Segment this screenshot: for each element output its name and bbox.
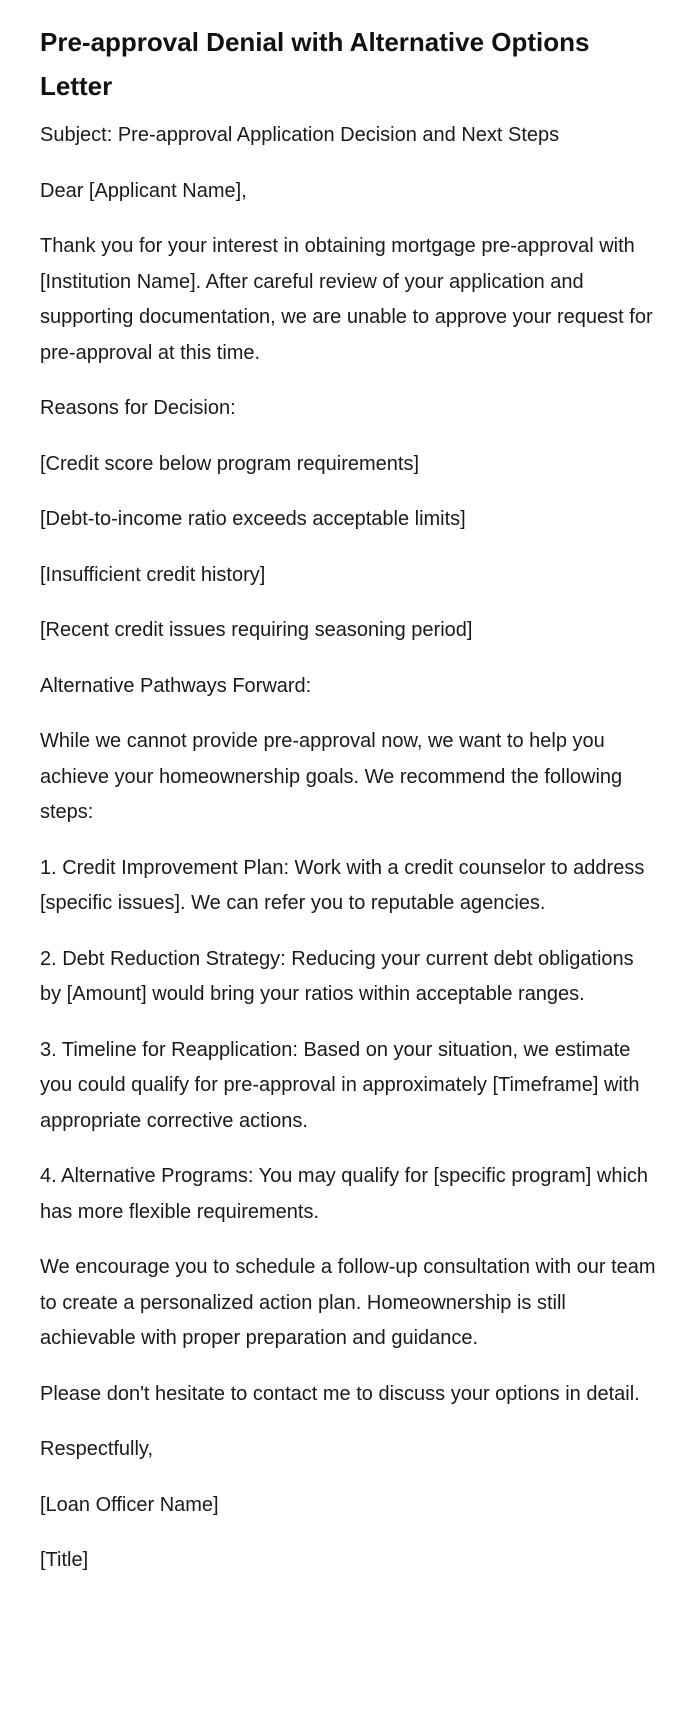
step-item: 2. Debt Reduction Strategy: Reducing your current debt obligations by [Amount] would bring your ratios within acceptable ranges. xyxy=(40,947,634,1005)
document-title: Pre-approval Denial with Alternative Options Letter xyxy=(40,27,590,101)
reasons-heading: Reasons for Decision: xyxy=(40,397,236,419)
salutation: Dear [Applicant Name], xyxy=(40,179,247,202)
encouragement-paragraph: We encourage you to schedule a follow-up consultation with our team to create a personalized action plan. Homeownership is still achievable with proper preparation and guidance. xyxy=(40,1256,656,1349)
alternatives-heading: Alternative Pathways Forward: xyxy=(40,674,312,697)
contact-paragraph: Please don't hesitate to contact me to discuss your options in detail. xyxy=(40,1382,640,1405)
reason-item: [Insufficient credit history] xyxy=(40,563,266,586)
subject-line: Subject: Pre-approval Application Decision and Next Steps xyxy=(40,124,560,146)
closing: Respectfully, xyxy=(40,1438,154,1460)
signer-title: [Title] xyxy=(40,1549,89,1571)
reason-item: [Credit score below program requirements] xyxy=(40,452,420,475)
step-item: 1. Credit Improvement Plan: Work with a credit counselor to address [specific issues]. We can refer you to reputable agencies. xyxy=(40,856,645,914)
step-item: 4. Alternative Programs: You may qualify for [specific program] which has more flexible requirements. xyxy=(40,1165,649,1223)
signer-name: [Loan Officer Name] xyxy=(40,1493,219,1516)
alternatives-intro: While we cannot provide pre-approval now, we want to help you achieve your homeownership goals. We recommend the following steps: xyxy=(40,730,623,823)
step-item: 3. Timeline for Reapplication: Based on your situation, we estimate you could qualify for pre-approval in approximately [Timeframe] with appropriate corrective actions. xyxy=(40,1038,640,1132)
reason-item: [Recent credit issues requiring seasoning period] xyxy=(40,619,473,641)
intro-paragraph: Thank you for your interest in obtaining mortgage pre-approval with [Institution Name]. After careful review of your application and supporting documentation, we are unable to approve your request for pre-approval at this time. xyxy=(40,235,653,364)
reason-item: [Debt-to-income ratio exceeds acceptable limits] xyxy=(40,508,466,530)
